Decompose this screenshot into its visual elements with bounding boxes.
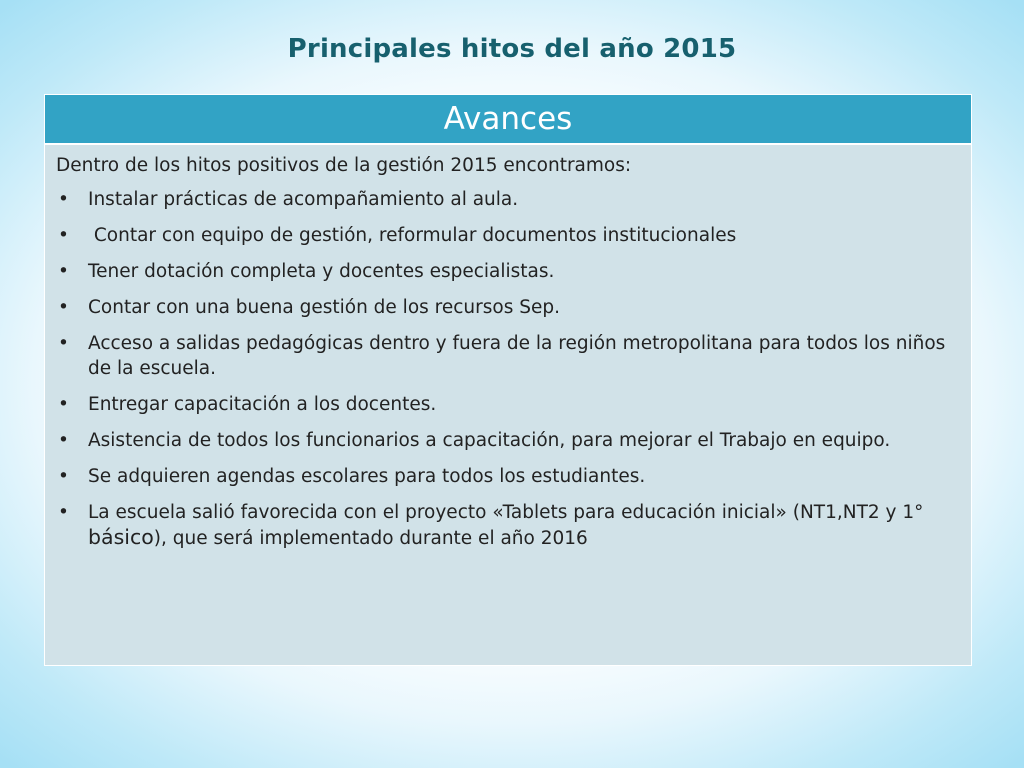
list-item — [56, 500, 953, 551]
list-item — [56, 464, 953, 489]
list-item — [56, 187, 953, 212]
bullet-icon: • — [58, 502, 69, 523]
list-item-text-part: ), que será implementado durante el año 2016 — [153, 528, 588, 549]
list-item-text: Contar con una buena gestión de los recursos Sep. — [88, 297, 560, 318]
list-item-text: Acceso a salidas pedagógicas dentro y fuera de la región metropolitana para todos los niños de la escuela. — [88, 333, 946, 379]
list-item-text: Entregar capacitación a los docentes. — [88, 394, 437, 415]
bullet-icon: • — [58, 466, 69, 487]
slide-title: Principales hitos del año 2015 — [287, 34, 737, 64]
milestones-list — [56, 187, 953, 551]
list-item-text: Se adquieren agendas escolares para todos los estudiantes. — [88, 466, 646, 487]
bullet-icon: • — [58, 333, 69, 354]
list-item-text: Tener dotación completa y docentes especialistas. — [88, 261, 555, 282]
table-body — [45, 145, 971, 665]
bullet-icon: • — [58, 394, 69, 415]
table-header — [45, 95, 971, 145]
list-item-text-basico: básico — [88, 525, 154, 549]
table-header-label: Avances — [443, 101, 573, 137]
bullet-icon: • — [58, 430, 69, 451]
list-item-text: Contar con equipo de gestión, reformular documentos institucionales — [88, 225, 737, 246]
bullet-icon: • — [58, 297, 69, 318]
list-item-text-part: La escuela salió favorecida con el proyecto «Tablets para educación inicial» (NT1,NT2 y 1° — [88, 502, 924, 523]
bullet-icon: • — [58, 225, 69, 246]
list-item — [56, 428, 953, 453]
intro-text: Dentro de los hitos positivos de la gestión 2015 encontramos: — [56, 155, 632, 176]
list-item-text: Asistencia de todos los funcionarios a capacitación, para mejorar el Trabajo en equipo. — [88, 430, 891, 451]
list-item — [56, 223, 953, 248]
avances-table — [44, 94, 972, 666]
bullet-icon: • — [58, 261, 69, 282]
list-item-text: Instalar prácticas de acompañamiento al aula. — [88, 189, 519, 210]
list-item — [56, 331, 953, 381]
list-item-text — [88, 502, 923, 549]
list-item — [56, 392, 953, 417]
bullet-icon: • — [58, 189, 69, 210]
list-item — [56, 295, 953, 320]
list-item — [56, 259, 953, 284]
